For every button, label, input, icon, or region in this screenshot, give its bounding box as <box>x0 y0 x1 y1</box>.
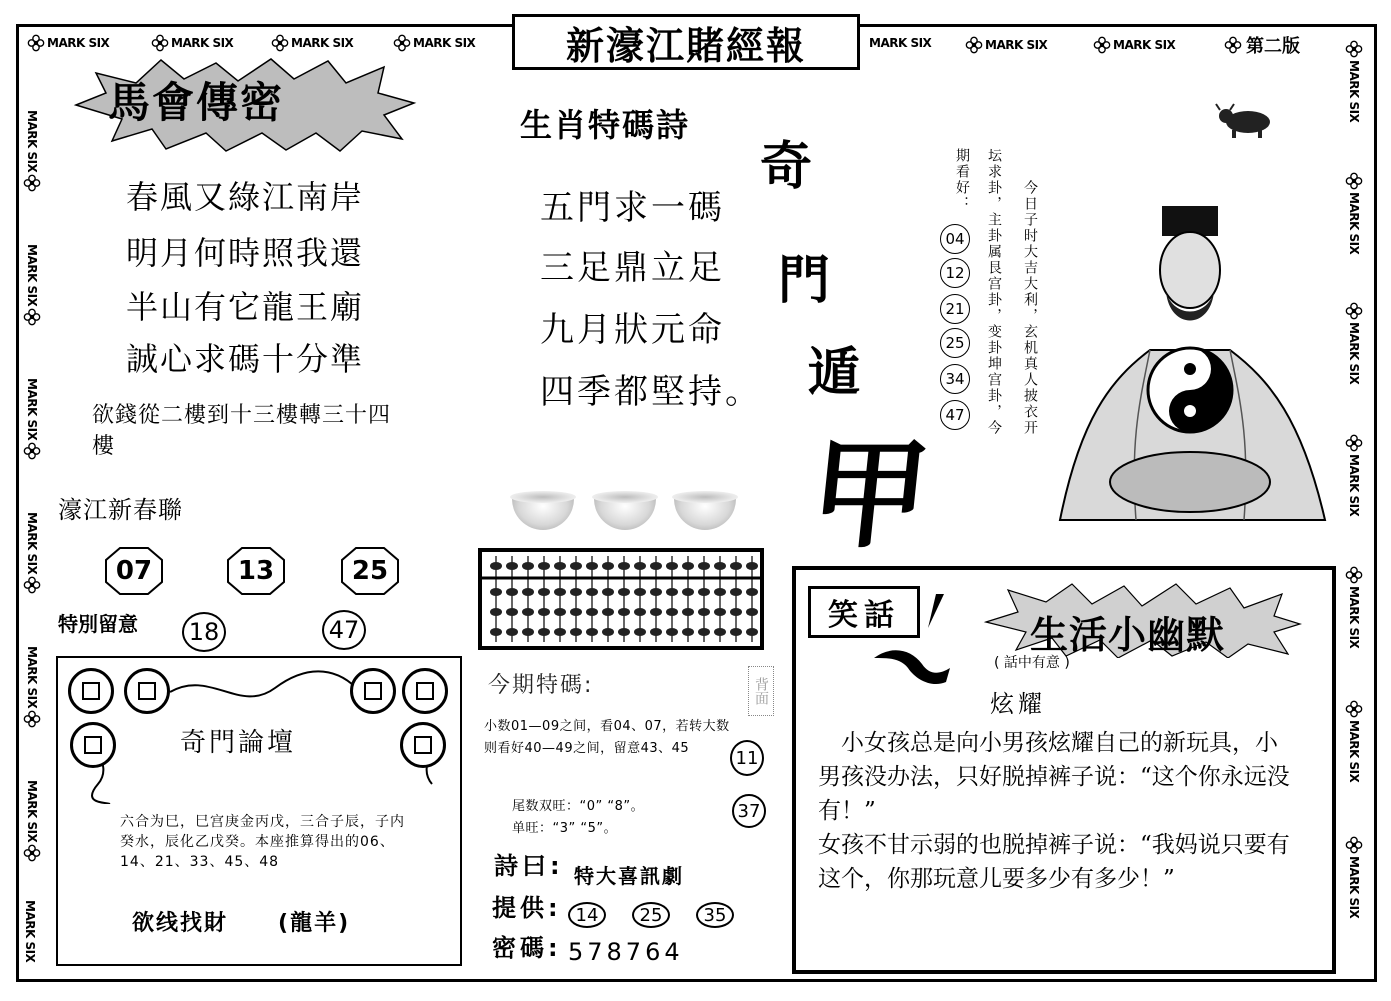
oracle-number: 25 <box>940 328 970 358</box>
special-number: 47 <box>322 610 366 650</box>
forum-body: 六合为巳，巳宫庚金丙戊，三合子辰，子内癸水，辰化乙戊癸。本座推算得出的06、14、21、33、45、48 <box>120 814 405 870</box>
zodiac-poem-line: 五門求一碼 <box>540 188 725 228</box>
zodiac-poem-line: 九月狀元命 <box>540 310 725 350</box>
lucky-number: 07 <box>115 556 153 586</box>
banner-title: 馬會傳密 <box>108 78 285 127</box>
password-value: 578764 <box>568 938 684 966</box>
side-tag: 背面 <box>748 666 774 716</box>
poem-line: 春風又綠江南岸 <box>126 178 365 216</box>
qimen-char: 遁 <box>808 343 861 403</box>
single-note: 单旺：“3” “5”。 <box>512 821 618 836</box>
vertical-note: 欲錢從二樓到十三樓轉三十四樓 <box>92 403 392 459</box>
coin-icon <box>70 722 116 768</box>
mark-six-watermark: MARK SIX <box>866 36 934 50</box>
mark-six-watermark: MARK SIX <box>20 512 44 594</box>
forum-title: 奇門論壇 <box>180 728 297 758</box>
mark-six-watermark: MARK SIX <box>1342 836 1366 918</box>
mark-six-watermark: MARK SIX <box>1090 36 1178 54</box>
humor-body: 小女孩总是向小男孩炫耀自己的新玩具，小男孩没办法，只好脱掉裤子说：“这个你永远没有！” 女孩不甘示弱的也脱掉裤子说：“我妈说只要有这个，你那玩意儿要多少有多少！” <box>818 730 1290 892</box>
flower-icon <box>23 710 41 728</box>
coin-icon <box>68 668 114 714</box>
mark-six-watermark: MARK SIX <box>20 780 44 862</box>
mark-six-watermark: MARK SIX <box>148 34 236 52</box>
mark-six-watermark: MARK SIX <box>20 900 40 962</box>
flower-icon <box>1345 302 1363 320</box>
oracle-text: 今日子时大吉大利，玄机真人披衣开 <box>1022 180 1038 436</box>
qimen-char: 門 <box>778 251 831 311</box>
flower-icon <box>271 34 289 52</box>
flower-icon <box>1345 700 1363 718</box>
lucky-number: 13 <box>237 556 275 586</box>
provide-number: 25 <box>632 902 670 928</box>
flower-icon <box>1345 836 1363 854</box>
ox-icon <box>1214 100 1278 140</box>
poem-label: 詩曰: <box>494 852 564 880</box>
side-number: 37 <box>732 794 766 828</box>
oracle-number: 47 <box>940 400 970 430</box>
humor-title: 生活小幽默 <box>1030 613 1226 657</box>
poem-line: 明月何時照我還 <box>126 234 365 272</box>
oracle-number: 04 <box>940 224 970 254</box>
edition-label: 第二版 <box>1220 32 1304 58</box>
mark-six-watermark: MARK SIX <box>20 244 44 326</box>
coin-icon <box>402 668 448 714</box>
oracle-text: 坛求卦，主卦属艮宫卦，变卦坤宫卦，今 <box>986 148 1002 436</box>
mark-six-watermark: MARK SIX <box>962 36 1050 54</box>
new-year-label: 濠江新春聯 <box>58 496 183 524</box>
password-label: 密碼: <box>492 934 562 962</box>
mark-six-watermark: MARK SIX <box>1342 566 1366 648</box>
flower-icon <box>1224 36 1242 54</box>
sage-figure-illustration <box>1040 200 1340 530</box>
masthead: 新濠江賭經報 <box>512 14 860 70</box>
oracle-text: 期看好： <box>954 148 970 212</box>
poem-line: 誠心求碼十分準 <box>126 340 365 378</box>
humor-subtitle: ( 話中有意 ) <box>994 655 1070 671</box>
mark-six-watermark: MARK SIX <box>1342 302 1366 384</box>
poem-line: 半山有它龍王廟 <box>126 288 365 326</box>
special-label: 特別留意 <box>58 612 138 636</box>
humor-headline: 炫耀 <box>990 690 1046 718</box>
oracle-number: 12 <box>940 258 970 288</box>
mark-six-watermark: MARK SIX <box>268 34 356 52</box>
mark-six-watermark: MARK SIX <box>20 646 44 728</box>
flower-icon <box>23 844 41 862</box>
coin-icon <box>350 668 396 714</box>
flower-icon <box>393 34 411 52</box>
mark-six-watermark: MARK SIX <box>1342 434 1366 516</box>
provide-label: 提供: <box>492 894 562 922</box>
coin-icon <box>124 668 170 714</box>
flower-icon <box>965 36 983 54</box>
poem-value: 特大喜訊劇 <box>574 864 684 888</box>
flower-icon <box>23 442 41 460</box>
flower-icon <box>1345 434 1363 452</box>
flower-icon <box>1345 172 1363 190</box>
mark-six-watermark: MARK SIX <box>20 378 44 460</box>
flower-icon <box>1345 566 1363 584</box>
mark-six-watermark: MARK SIX <box>1342 40 1366 122</box>
special-number: 18 <box>182 612 226 652</box>
mark-six-watermark: MARK SIX <box>1342 700 1366 782</box>
special-code-note: 小数01—09之间，看04、07，若转大数则看好40—49之间，留意43、45 <box>484 719 730 756</box>
coin-icon <box>400 722 446 768</box>
swoosh-decoration <box>870 592 960 688</box>
mark-six-watermark: MARK SIX <box>24 34 112 52</box>
laugh-label: 笑話 <box>808 586 920 638</box>
flower-icon <box>23 308 41 326</box>
oracle-number: 34 <box>940 364 970 394</box>
special-code-label: 今期特碼: <box>488 673 594 698</box>
qimen-char: 甲 <box>803 426 937 564</box>
flower-icon <box>1345 40 1363 58</box>
provide-number: 14 <box>568 902 606 928</box>
flower-icon <box>23 576 41 594</box>
zodiac-poem-title: 生肖特碼詩 <box>520 106 691 144</box>
abacus-icon <box>478 548 764 650</box>
flower-icon <box>23 174 41 192</box>
mark-six-watermark: MARK SIX <box>390 34 478 52</box>
mark-six-watermark: MARK SIX <box>20 110 44 192</box>
flower-icon <box>27 34 45 52</box>
oracle-number: 21 <box>940 294 970 324</box>
qimen-char: 奇 <box>760 137 813 197</box>
forum-footer: 欲线找財 (龍羊) <box>132 911 351 936</box>
zodiac-poem-line: 三足鼎立足 <box>540 248 725 288</box>
zodiac-poem-line: 四季都堅持。 <box>540 372 762 412</box>
flower-icon <box>151 34 169 52</box>
flower-icon <box>1093 36 1111 54</box>
tail-note: 尾数双旺：“0” “8”。 <box>512 799 645 814</box>
lucky-number: 25 <box>351 556 389 586</box>
side-number: 11 <box>730 740 764 776</box>
provide-number: 35 <box>696 902 734 928</box>
mark-six-watermark: MARK SIX <box>1342 172 1366 254</box>
